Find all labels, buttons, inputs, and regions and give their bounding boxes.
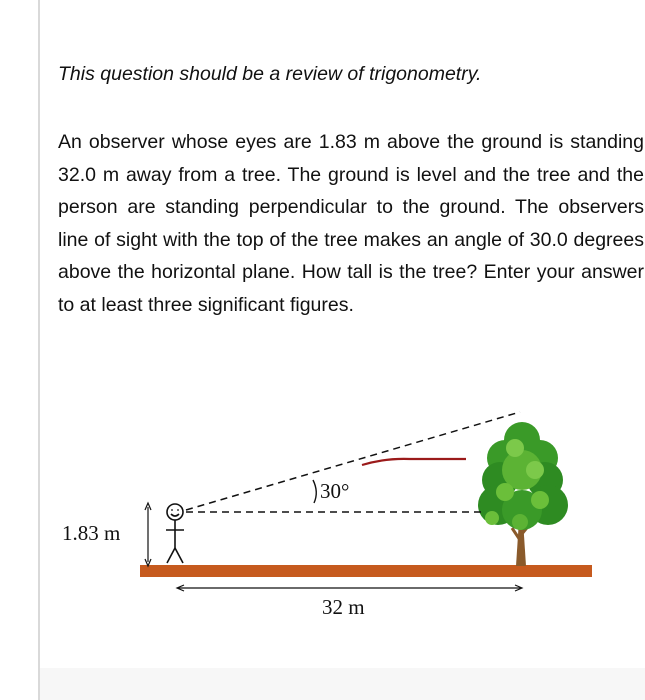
angle-arc xyxy=(313,480,316,503)
bottom-bar xyxy=(40,668,645,700)
observer-figure xyxy=(166,504,184,563)
trig-diagram xyxy=(0,390,645,630)
height-arrow xyxy=(145,503,151,566)
angle-label: 30° xyxy=(320,479,350,503)
height-label: 1.83 m xyxy=(62,521,121,545)
intro-text: This question should be a review of trigonometry. xyxy=(58,63,482,85)
line-of-sight xyxy=(186,412,520,510)
ground-bar xyxy=(140,565,592,577)
tree-foliage xyxy=(478,422,568,530)
problem-text: An observer whose eyes are 1.83 m above the ground is standing 32.0 m away from a tree. The ground is level and the tree and the person are standing perpendicular to the ground. The observers line of sight with the top of the tree makes an angle of 30.0 degrees above the horizontal plane. How tall is the tree? Enter your answer to at least three significant figures. xyxy=(58,131,644,316)
annotation-line xyxy=(362,459,466,465)
distance-arrow xyxy=(177,585,522,591)
distance-label: 32 m xyxy=(322,595,365,619)
